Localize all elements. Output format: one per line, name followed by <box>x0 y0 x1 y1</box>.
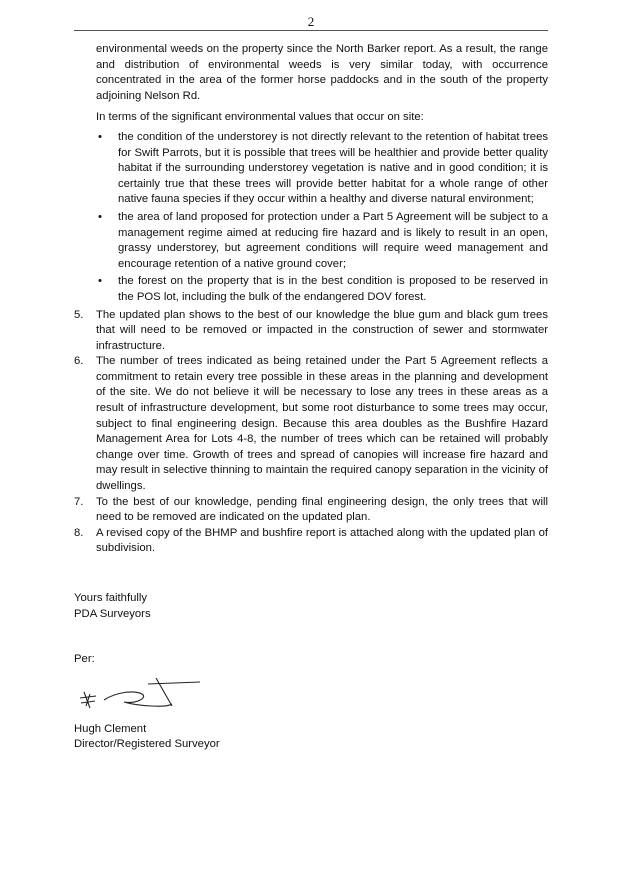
list-item <box>74 130 548 208</box>
signatory-title: Director/Registered Surveyor <box>74 738 220 751</box>
list-item <box>74 308 548 355</box>
signatory-block <box>74 722 548 753</box>
item-text: A revised copy of the BHMP and bushfire report is attached along with the updated plan of subdivision. <box>96 526 548 555</box>
item-number: 5. <box>74 308 84 321</box>
bullet-icon: • <box>98 275 102 288</box>
item-number: 6. <box>74 355 84 368</box>
bullet-icon: • <box>98 210 102 223</box>
list-item <box>74 526 548 557</box>
bullet-text: the condition of the understorey is not directly relevant to the retention of habitat trees for Swift Parrots, but it is possible that trees will be healthier and provide better quality habitat if the surrounding understorey vegetation is native and in good condition; it is certainly true that these trees will provide better habitat for a whole range of other native fauna species if they occur within a healthy and diverse natural environment; <box>118 130 548 206</box>
item-text: The number of trees indicated as being retained under the Part 5 Agreement reflects a commitment to retain every tree possible in these areas in the planning and development of the site. We do not believe it will be necessary to lose any trees in these areas as a result of infrastructure development, but some root disturbance to some trees may occur, subject to final engineering design. Because this area doubles as the Bushfire Hazard Management Area for Lots 4-8, the number of trees which can be retained will probably change over time. Growth of trees and spread of canopies will increase fire hazard and may result in selective thinning to maintain the required canopy separation in the vicinity of dwellings. <box>96 355 548 493</box>
letter-body <box>74 42 548 753</box>
bullet-text: the forest on the property that is in the best condition is proposed to be reserved in the POS lot, including the bulk of the endangered DOV forest. <box>118 275 548 303</box>
list-item <box>74 354 548 494</box>
header-divider <box>74 30 548 31</box>
values-intro: In terms of the significant environmental values that occur on site: <box>96 111 424 124</box>
item-number: 8. <box>74 526 84 539</box>
values-bullet-list <box>74 130 548 306</box>
intro-paragraph: environmental weeds on the property since the North Barker report. As a result, the range and distribution of environmental weeds is very similar today, with occurrence concentrated in the area of the former horse paddocks and in the south of the property adjoining Nelson Rd. <box>96 43 548 102</box>
signatory-name: Hugh Clement <box>74 722 147 735</box>
salutation: Yours faithfully <box>74 592 148 604</box>
list-item <box>74 210 548 272</box>
signature-icon <box>76 674 206 714</box>
bullet-icon: • <box>98 130 102 143</box>
list-item <box>74 495 548 526</box>
list-item <box>74 274 548 305</box>
company-name: PDA Surveyors <box>74 607 151 620</box>
item-text: To the best of our knowledge, pending final engineering design, the only trees that will need to be removed are indicated on the updated plan. <box>96 495 548 524</box>
bullet-text: the area of land proposed for protection under a Part 5 Agreement will be subject to a management regime aimed at reducing fire hazard and is likely to result in an open, grassy understorey, but agreement conditions will require weed management and encourage retention of a native ground cover; <box>118 210 548 270</box>
per-label: Per: <box>74 653 95 666</box>
item-text: The updated plan shows to the best of our knowledge the blue gum and black gum trees that will need to be removed or impacted in the construction of sewer and stormwater infrastructure. <box>96 308 548 352</box>
page-number: 2 <box>307 14 315 29</box>
item-number: 7. <box>74 495 84 508</box>
letter-closing <box>74 591 548 622</box>
numbered-points <box>74 308 548 558</box>
